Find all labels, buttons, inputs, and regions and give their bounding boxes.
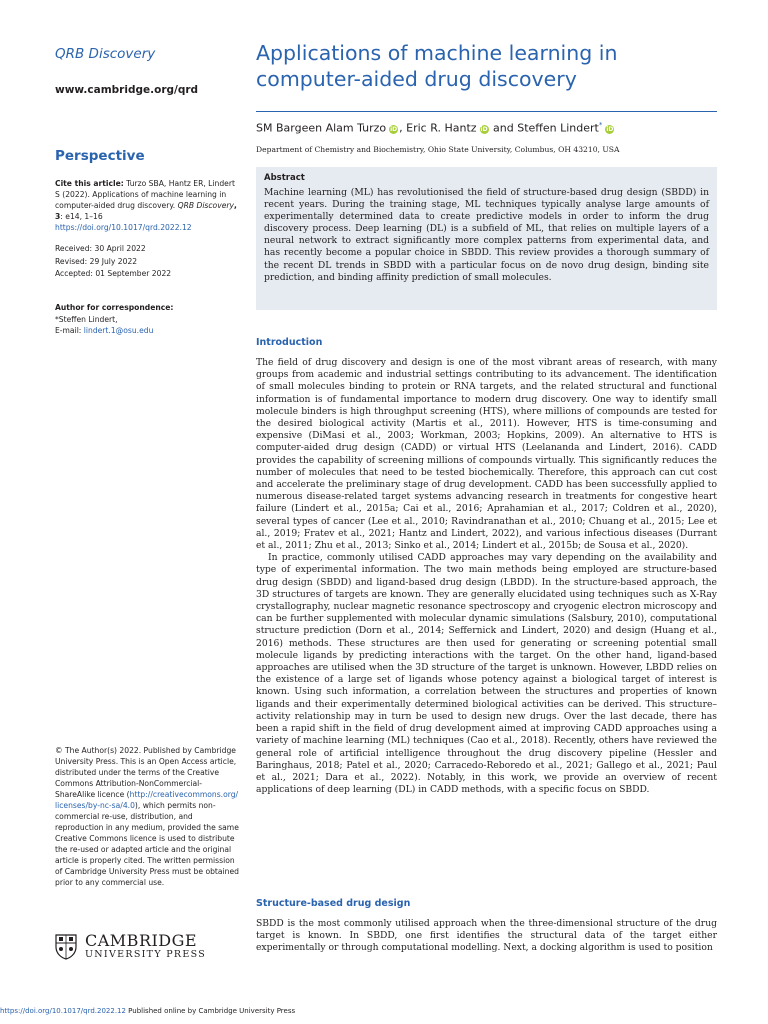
cambridge-shield-icon [55,934,77,960]
correspondence-label: Author for correspondence: [55,303,174,312]
email-label: E-mail: [55,326,84,335]
cite-volume: , 3 [55,201,237,221]
cite-journal: QRB Discovery [177,201,234,210]
abstract-text: Machine learning (ML) has revolutionised the field of structure-based drug design (SBDD) in recent years. During the training stage, ML techniques typically analyse large amounts of experimentally determined data to create predictive models in order to inform the drug discovery process. Deep learning (DL) is a subfield of ML, that relies on multiple layers of a neural network to extract significantly more complex patterns from experimental data, and has recently become a popular choice in SBDD. This review provides a thorough summary of the recent DL trends in SBDD with a particular focus on de novo drug design, binding site prediction, and binding affinity prediction of small molecules. [264,187,709,283]
page-footer [0,1007,295,1015]
cite-label: Cite this article: [55,179,124,188]
sbdd-body [256,918,717,955]
license-block [55,745,240,888]
citation-block [55,178,240,233]
section-heading-sbdd: Structure-based drug design [256,898,411,909]
journal-name: QRB Discovery [55,46,156,62]
author-list [256,117,615,137]
accepted-date: Accepted: 01 September 2022 [55,269,172,278]
email-link[interactable]: lindert.1@osu.edu [83,326,154,335]
author-2: , Eric R. Hantz [399,121,477,135]
author-1: SM Bargeen Alam Turzo [256,121,387,135]
introduction-body [256,357,717,796]
intro-paragraph-2: In practice, commonly utilised CADD approaches may vary depending on the availability and type of experimental information. The two main methods being employed are structure-based drug design (SBDD) and ligand-based drug design (LBDD). In the structure-based approach, the 3D structures of targets are known. They are generally elucidated using techniques such as X-Ray crystallography, nuclear magnetic resonance spectroscopy and cryogenic electron microscopy and can be further supplemented with molecular dynamic simulations (Salsbury, 2010), computational structure prediction (Dorn et al., 2014; Seffernick and Lindert, 2020) and design (Huang et al., 2016) methods. These structures are then used for generating or screening potential small molecule ligands by predicting interactions with the target. On the other hand, ligand-based approaches are utilised when the 3D structure of the target is unknown. However, LBDD relies on the existence of a large set of ligands whose potency against a biological target of interest is known. Using such information, a correlation between the structures and properties of known ligands and their experimentally determined biological activities can be derived. This structure–activity relationship may in turn be used to design new drugs. Over the last decade, there has been a rapid shift in the field of drug development aimed at improving CADD approaches using a variety of machine learning (ML) techniques (Cao et al., 2018). Recently, others have reviewed the general role of artificial intelligence throughout the drug discovery pipeline (Hessler and Baringhaus, 2018; Patel et al., 2020; Carracedo-Reboredo et al., 2021; Gallego et al., 2021; Paul et al., 2021; Dara et al., 2022). Notably, in this work, we provide an overview of recent applications of deep learning (DL) in CADD methods, with a specific focus on SBDD. [256,552,717,796]
logo-line-1: CAMBRIDGE [85,931,198,950]
correspondence-block [55,302,173,337]
correspondence-name: *Steffen Lindert, [55,314,118,324]
title-divider [256,111,717,112]
publisher-logo [55,933,206,961]
article-type: Perspective [55,148,145,164]
cite-pages: : e14, 1–16 [60,212,103,221]
abstract-box [256,167,717,310]
orcid-icon[interactable]: iD [480,125,488,133]
author-3: and Steffen Lindert [489,121,599,135]
orcid-icon[interactable]: iD [390,125,398,133]
corresponding-star: * [598,121,603,129]
revised-date: Revised: 29 July 2022 [55,256,138,266]
journal-site-link[interactable]: www.cambridge.org/qrd [55,84,199,96]
section-heading-introduction: Introduction [256,337,323,348]
cite-doi-link[interactable]: https://doi.org/10.1017/qrd.2022.12 [55,223,192,232]
article-title: Applications of machine learning in computer-aided drug discovery [256,41,618,91]
license-url-link[interactable]: http://creativecommons.org/licenses/by-nc-sa/4.0 [55,790,239,810]
cite-text: Turzo SBA, Hantz ER, Lindert S (2022). Applications of machine learning in computer-aided drug discovery. [55,179,235,210]
abstract-heading: Abstract [264,173,305,183]
dates-block [55,243,171,281]
footer-doi-link[interactable]: https://doi.org/10.1017/qrd.2022.12 [0,1007,126,1015]
logo-line-2: UNIVERSITY PRESS [85,949,207,960]
received-date: Received: 30 April 2022 [55,244,146,253]
footer-text: Published online by Cambridge University Press [125,1007,296,1015]
license-text-2: ), which permits non-commercial re-use, distribution, and reproduction in any medium, provided the same Creative Commons licence is used to distribute the re-used or adapted article and the original article is properly cited. The written permission of Cambridge University Press must be obtained prior to any commercial use. [55,801,239,887]
affiliation: Department of Chemistry and Biochemistry, Ohio State University, Columbus, OH 43210, USA [256,145,620,154]
license-text-1: © The Author(s) 2022. Published by Cambridge University Press. This is an Open Access article, distributed under the terms of the Creative Commons Attribution-NonCommercial-ShareAlike licence ( [55,746,237,799]
sbdd-paragraph-1: SBDD is the most commonly utilised approach when the three-dimensional structure of the drug target is known. In SBDD, one first identifies the structural data of the target either experimentally or through computational modelling. Next, a docking algorithm is used to position [256,918,717,954]
intro-paragraph-1: The field of drug discovery and design is one of the most vibrant areas of research, with many groups from academic and industrial settings contributing to its advancement. The identification of small molecules binding to protein or RNA targets, and the related structural and functional information is of fundamental importance to modern drug discovery. One way to identify small molecule binders is high throughput screening (HTS), where millions of compounds are tested for the desired biological activity (Martis et al., 2011). However, HTS is time-consuming and expensive (DiMasi et al., 2003; Workman, 2003; Hopkins, 2009). An alternative to HTS is computer-aided drug design (CADD) or virtual HTS (Leelananda and Lindert, 2016). CADD provides the capability of screening millions of compounds virtually. This significantly reduces the number of molecules that need to be tested biochemically. Therefore, this approach can cut cost and accelerate the preliminary stage of drug development. CADD has been successfully applied to numerous disease-related target systems advancing research in treatments for congestive heart failure (Lindert et al., 2015a; Cai et al., 2016; Aprahamian et al., 2017; Coldren et al., 2020), several types of cancer (Lee et al., 2010; Ravindranathan et al., 2010; Chuang et al., 2015; Lee et al., 2019; Fratev et al., 2021; Hantz and Lindert, 2022), and various infectious diseases (Durrant et al., 2011; Zhu et al., 2013; Sinko et al., 2014; Lindert et al., 2015b; de Sousa et al., 2020). [256,357,717,552]
orcid-icon[interactable]: iD [606,125,614,133]
